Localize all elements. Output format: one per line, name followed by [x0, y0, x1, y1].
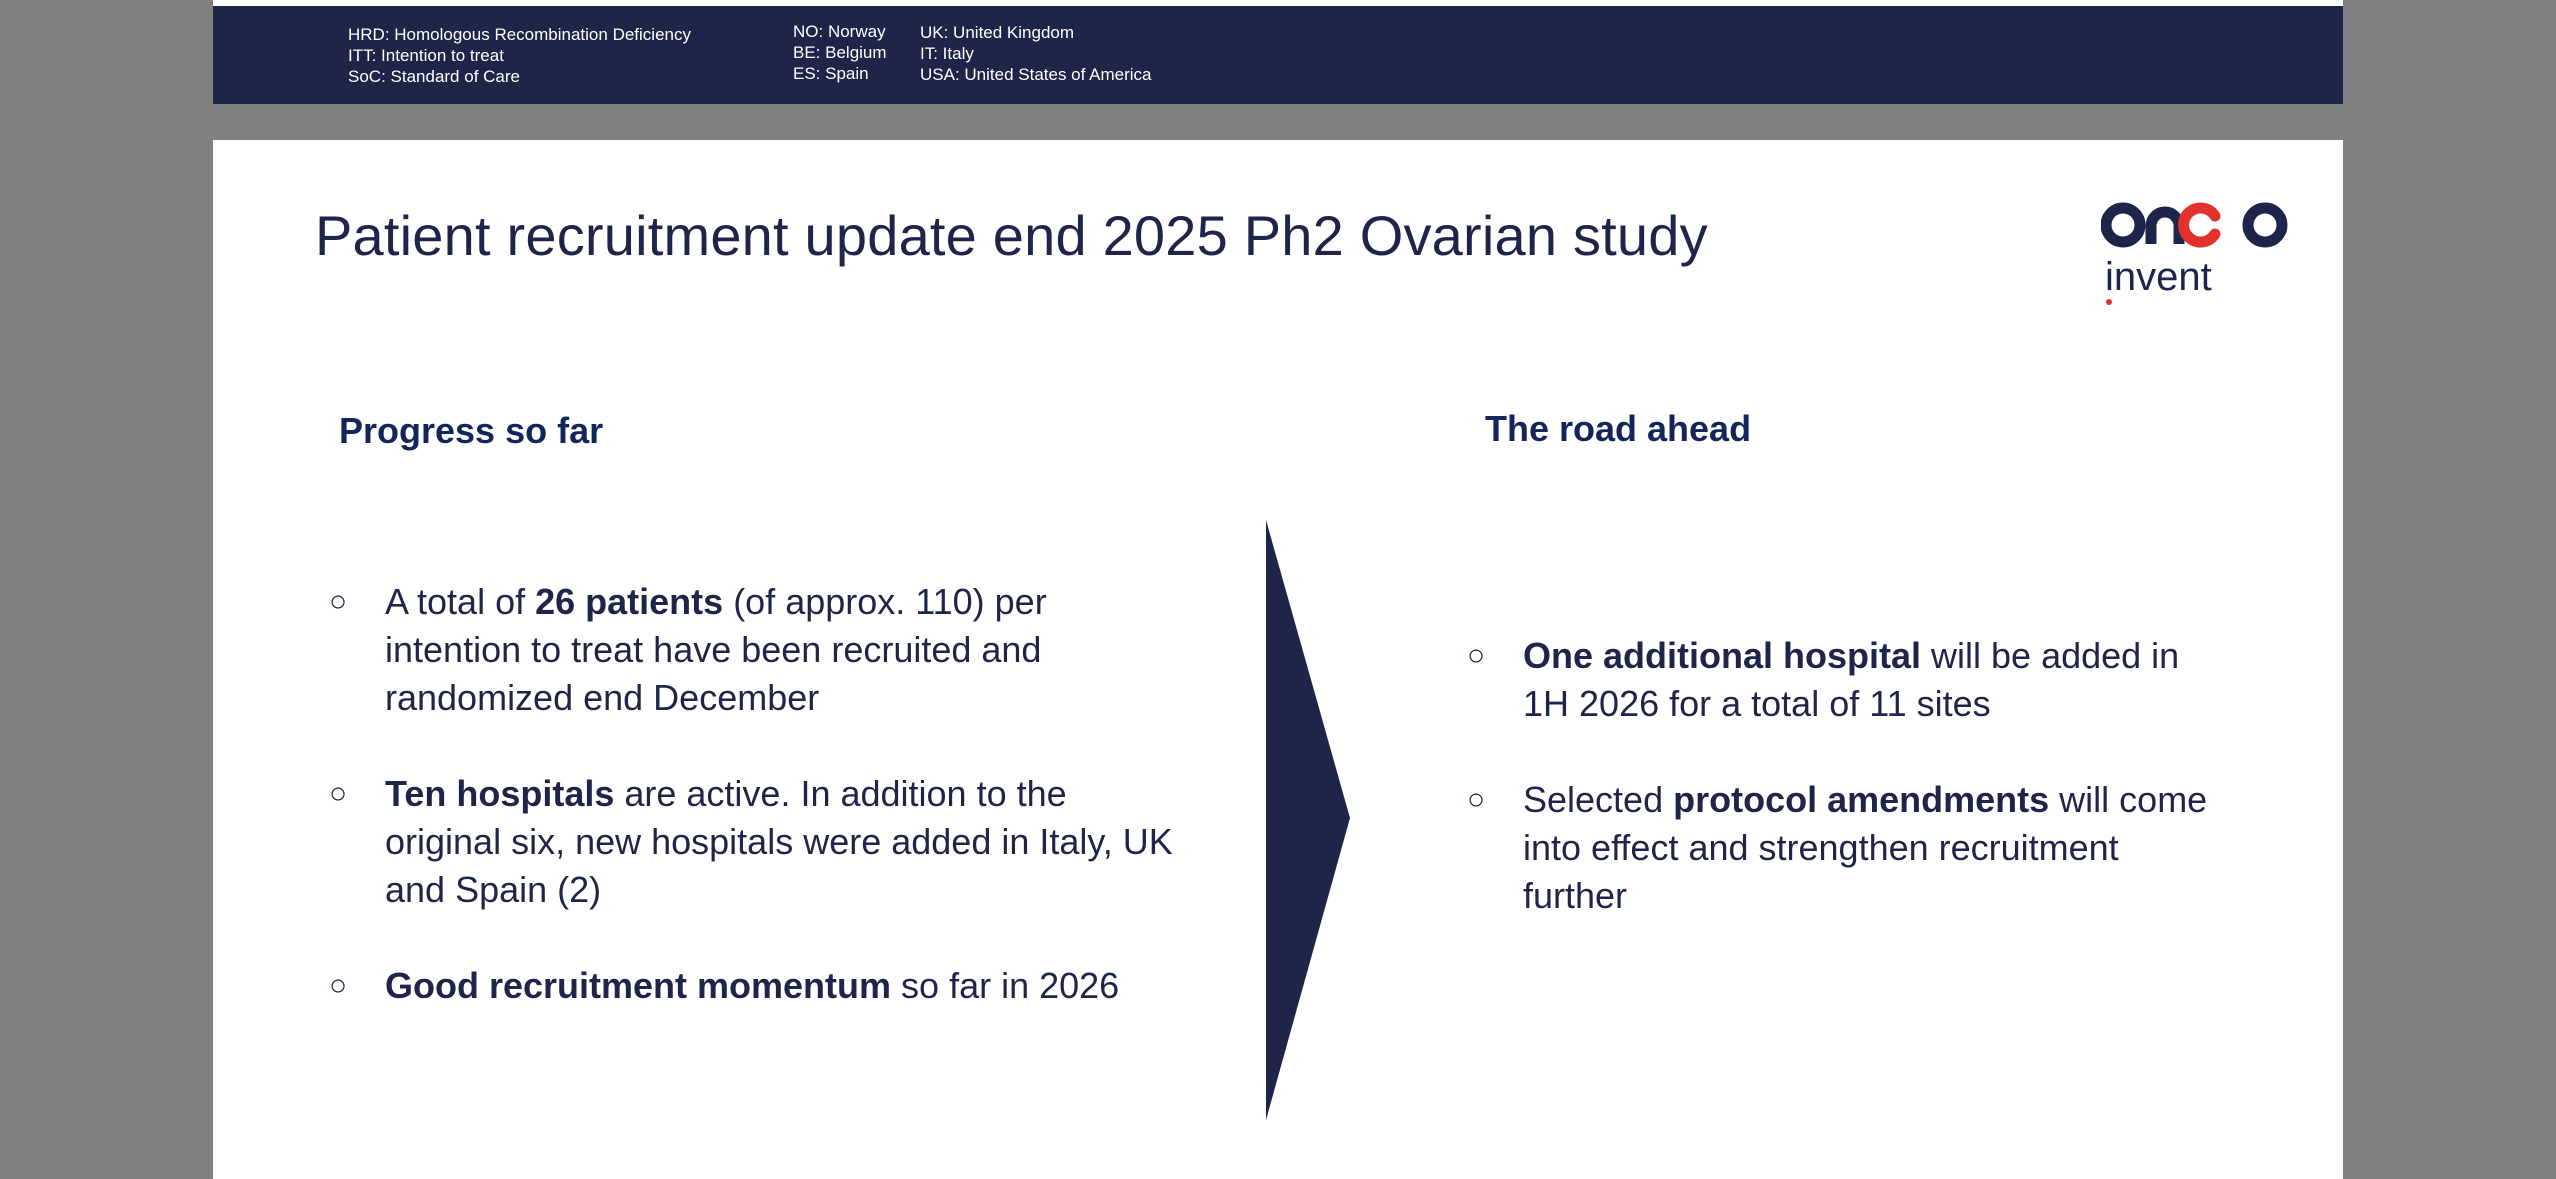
abbreviation-item: IT: Italy — [920, 44, 974, 63]
list-item — [1467, 632, 2227, 728]
road-ahead-list — [1467, 632, 2227, 968]
abbreviation-item: SoC: Standard of Care — [348, 67, 520, 86]
abbreviation-item: HRD: Homologous Recombination Deficiency — [348, 25, 691, 44]
list-item — [329, 578, 1189, 722]
abbreviation-column-2 — [793, 21, 887, 84]
abbreviation-banner — [213, 0, 2343, 104]
bullet-bold: Ten hospitals — [385, 773, 615, 814]
progress-heading: Progress so far — [339, 410, 604, 451]
list-item — [329, 962, 1189, 1010]
road-ahead-heading: The road ahead — [1485, 408, 1752, 449]
bullet-bold: Good recruitment momentum — [385, 965, 892, 1006]
bullet-bold: protocol amendments — [1673, 779, 2050, 820]
bullet-text: are active. In addition to the original six, new hospitals were added in Italy, UK and Spain (2) — [385, 773, 1173, 910]
abbreviation-item: BE: Belgium — [793, 43, 887, 62]
bullet-text: Selected — [1523, 779, 1674, 820]
logo-text: invent — [2105, 255, 2212, 299]
abbreviation-column-1 — [348, 24, 691, 87]
bullet-bold: 26 patients — [535, 581, 724, 622]
abbreviation-item: ES: Spain — [793, 64, 869, 83]
bullet-text: so far in 2026 — [891, 965, 1120, 1006]
list-item — [329, 770, 1189, 914]
progress-list — [329, 578, 1189, 1058]
bullet-marker: ○ — [329, 585, 348, 618]
bullet-marker: ○ — [329, 777, 348, 810]
bullet-marker: ○ — [1467, 783, 1486, 816]
slide-title: Patient recruitment update end 2025 Ph2 Ovarian study — [315, 204, 1708, 267]
bullet-marker: ○ — [1467, 639, 1486, 672]
abbreviation-column-3 — [920, 22, 1152, 85]
abbreviation-item: USA: United States of America — [920, 65, 1152, 84]
list-item — [1467, 776, 2227, 920]
slide — [213, 140, 2343, 1179]
bullet-text: will be added in 1H 2026 for a total of 11 sites — [1523, 635, 2180, 724]
oncoinvent-logo — [2101, 198, 2291, 308]
bullet-marker: ○ — [329, 969, 348, 1002]
abbreviation-item: UK: United Kingdom — [920, 23, 1075, 42]
abbreviation-item: ITT: Intention to treat — [348, 46, 504, 65]
chevron-arrow-icon — [1266, 520, 1356, 1120]
bullet-text: A total of — [385, 581, 536, 622]
bullet-text: (of approx. 110) per intention to treat have been recruited and randomized end December — [385, 581, 1047, 718]
bullet-text: will come into effect and strengthen recruitment further — [1523, 779, 2208, 916]
abbreviation-item: NO: Norway — [793, 22, 886, 41]
bullet-bold: One additional hospital — [1523, 635, 1922, 676]
